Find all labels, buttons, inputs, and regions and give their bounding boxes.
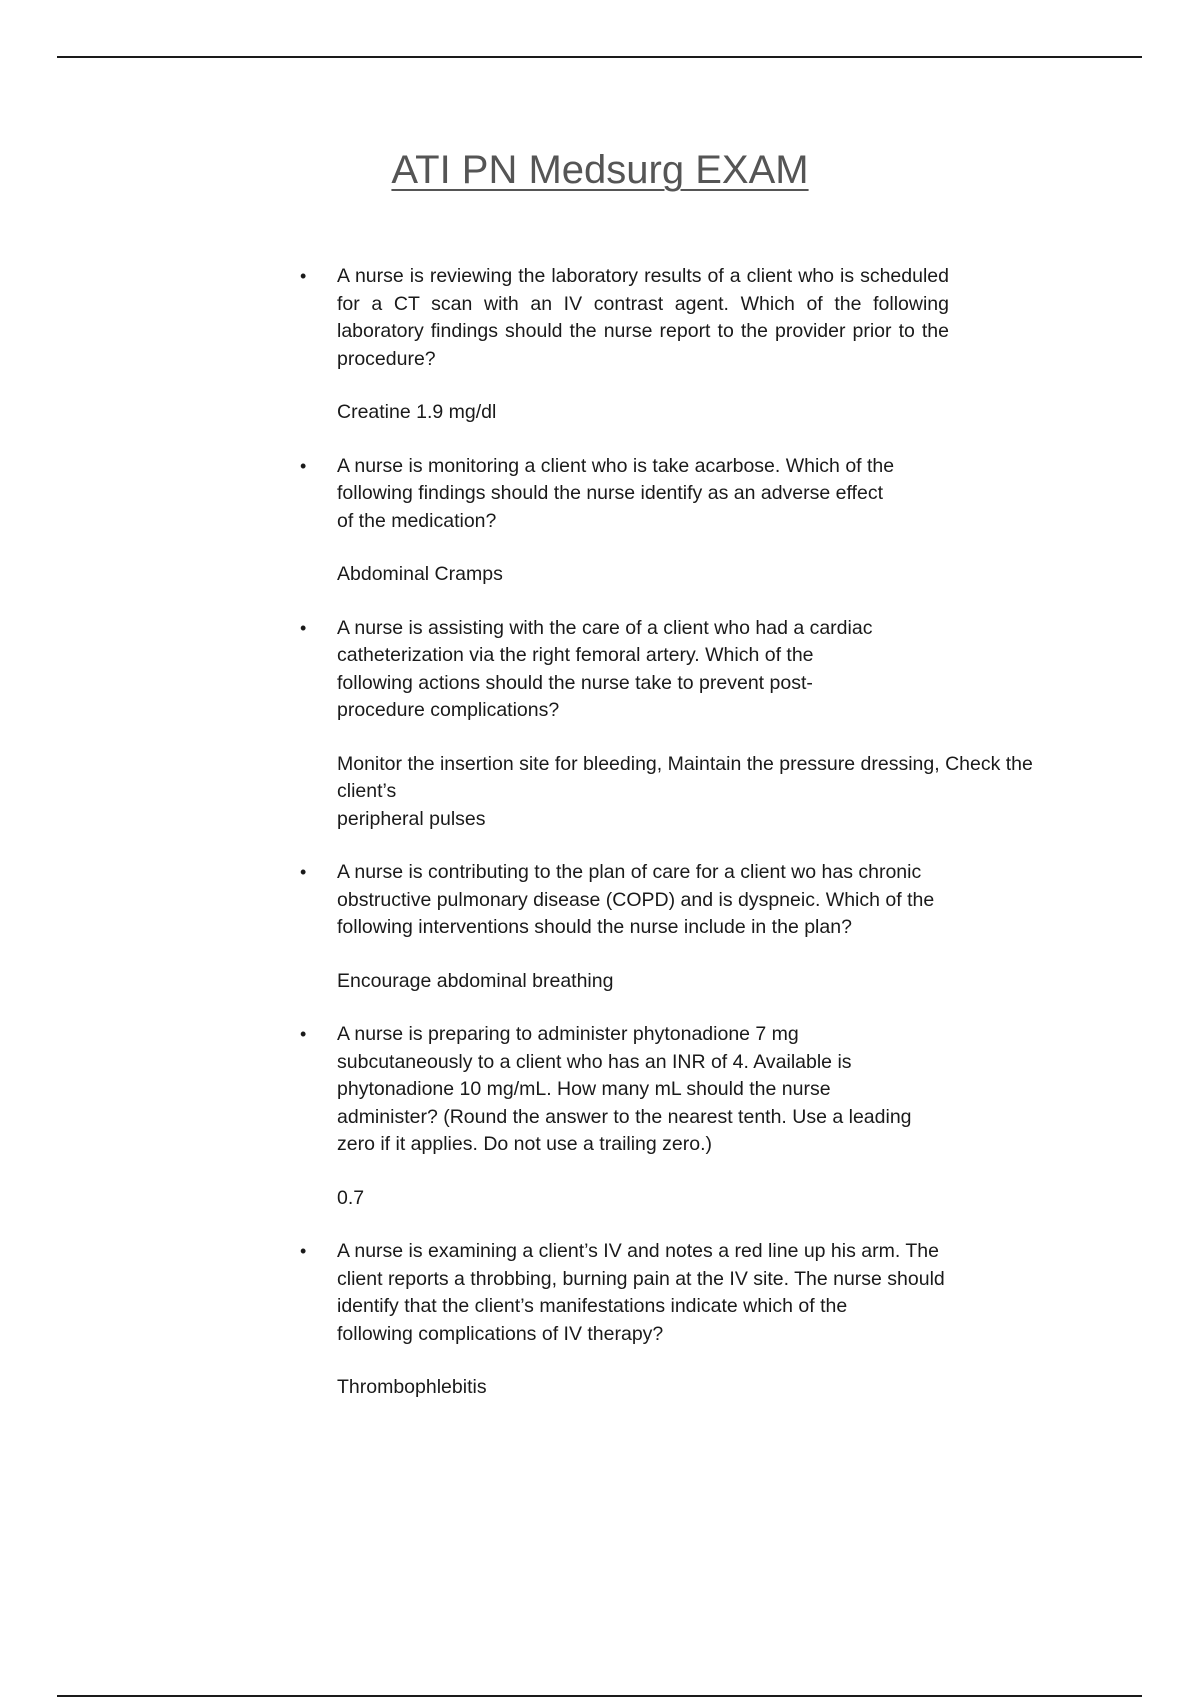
answer-line: 0.7	[337, 1186, 365, 1209]
question-line: subcutaneously to a client who has an INR of 4. Available is	[337, 1050, 852, 1073]
question-line: catheterization via the right femoral artery. Which of the	[337, 644, 814, 666]
question-line: of the medication?	[337, 509, 497, 532]
question-text	[337, 263, 949, 373]
answer-text	[337, 561, 1060, 589]
bullet-icon: •	[300, 1024, 307, 1044]
question-item	[300, 615, 1060, 834]
answer-line: Encourage abdominal breathing	[337, 969, 614, 992]
question-line: identify that the client’s manifestations indicate which of the	[337, 1295, 848, 1317]
question-line: administer? (Round the answer to the nearest tenth. Use a leading	[337, 1105, 912, 1128]
question-line: A nurse is reviewing the laboratory results of a client who is scheduled for a CT scan with an IV contrast agent. Which of the following laboratory findings should the nurse report to the provider prior to the procedure?	[337, 265, 949, 370]
question-text	[337, 1238, 1060, 1348]
top-divider	[57, 56, 1142, 58]
question-text	[337, 859, 1060, 942]
question-item	[300, 453, 1060, 589]
answer-line: peripheral pulses	[337, 807, 486, 830]
answer-text	[337, 1374, 1060, 1402]
question-list	[300, 263, 1060, 1428]
question-text	[337, 1021, 1060, 1159]
question-line: A nurse is contributing to the plan of care for a client wo has chronic	[337, 861, 922, 883]
question-item	[300, 1238, 1060, 1402]
question-text	[337, 615, 1060, 725]
answer-line: client’s	[337, 780, 397, 802]
question-line: following actions should the nurse take to prevent post-	[337, 671, 813, 694]
page-title-text: ATI PN Medsurg EXAM	[391, 148, 809, 192]
answer-text	[337, 968, 1060, 996]
bullet-icon: •	[300, 1241, 307, 1261]
question-line: following complications of IV therapy?	[337, 1322, 664, 1345]
question-line: zero if it applies. Do not use a trailing zero.)	[337, 1133, 713, 1155]
answer-line: Thrombophlebitis	[337, 1376, 487, 1398]
question-item	[300, 1021, 1060, 1212]
page-title	[0, 144, 1200, 196]
question-line: following findings should the nurse identify as an adverse effect	[337, 482, 883, 504]
answer-line: Abdominal Cramps	[337, 563, 503, 585]
answer-line: Creatine 1.9 mg/dl	[337, 401, 497, 423]
answer-text	[337, 751, 1060, 834]
question-line: client reports a throbbing, burning pain at the IV site. The nurse should	[337, 1267, 945, 1290]
bottom-divider	[57, 1695, 1142, 1697]
question-text	[337, 453, 1060, 536]
question-line: A nurse is assisting with the care of a client who had a cardiac	[337, 616, 873, 639]
question-item	[300, 859, 1060, 995]
bullet-icon: •	[300, 266, 307, 286]
question-line: obstructive pulmonary disease (COPD) and is dyspneic. Which of the	[337, 888, 935, 911]
question-line: phytonadione 10 mg/mL. How many mL should the nurse	[337, 1078, 831, 1100]
bullet-icon: •	[300, 617, 307, 638]
question-item	[300, 263, 1060, 427]
bullet-icon: •	[300, 455, 307, 476]
bullet-icon: •	[300, 862, 307, 882]
answer-line: Monitor the insertion site for bleeding, Maintain the pressure dressing, Check the	[337, 752, 1033, 775]
question-line: A nurse is monitoring a client who is take acarbose. Which of the	[337, 454, 895, 477]
answer-text	[337, 1185, 1060, 1213]
question-line: A nurse is examining a client’s IV and notes a red line up his arm. The	[337, 1240, 939, 1262]
question-line: following interventions should the nurse include in the plan?	[337, 916, 852, 938]
answer-text	[337, 399, 1060, 427]
question-line: procedure complications?	[337, 699, 560, 721]
question-line: A nurse is preparing to administer phytonadione 7 mg	[337, 1023, 799, 1045]
